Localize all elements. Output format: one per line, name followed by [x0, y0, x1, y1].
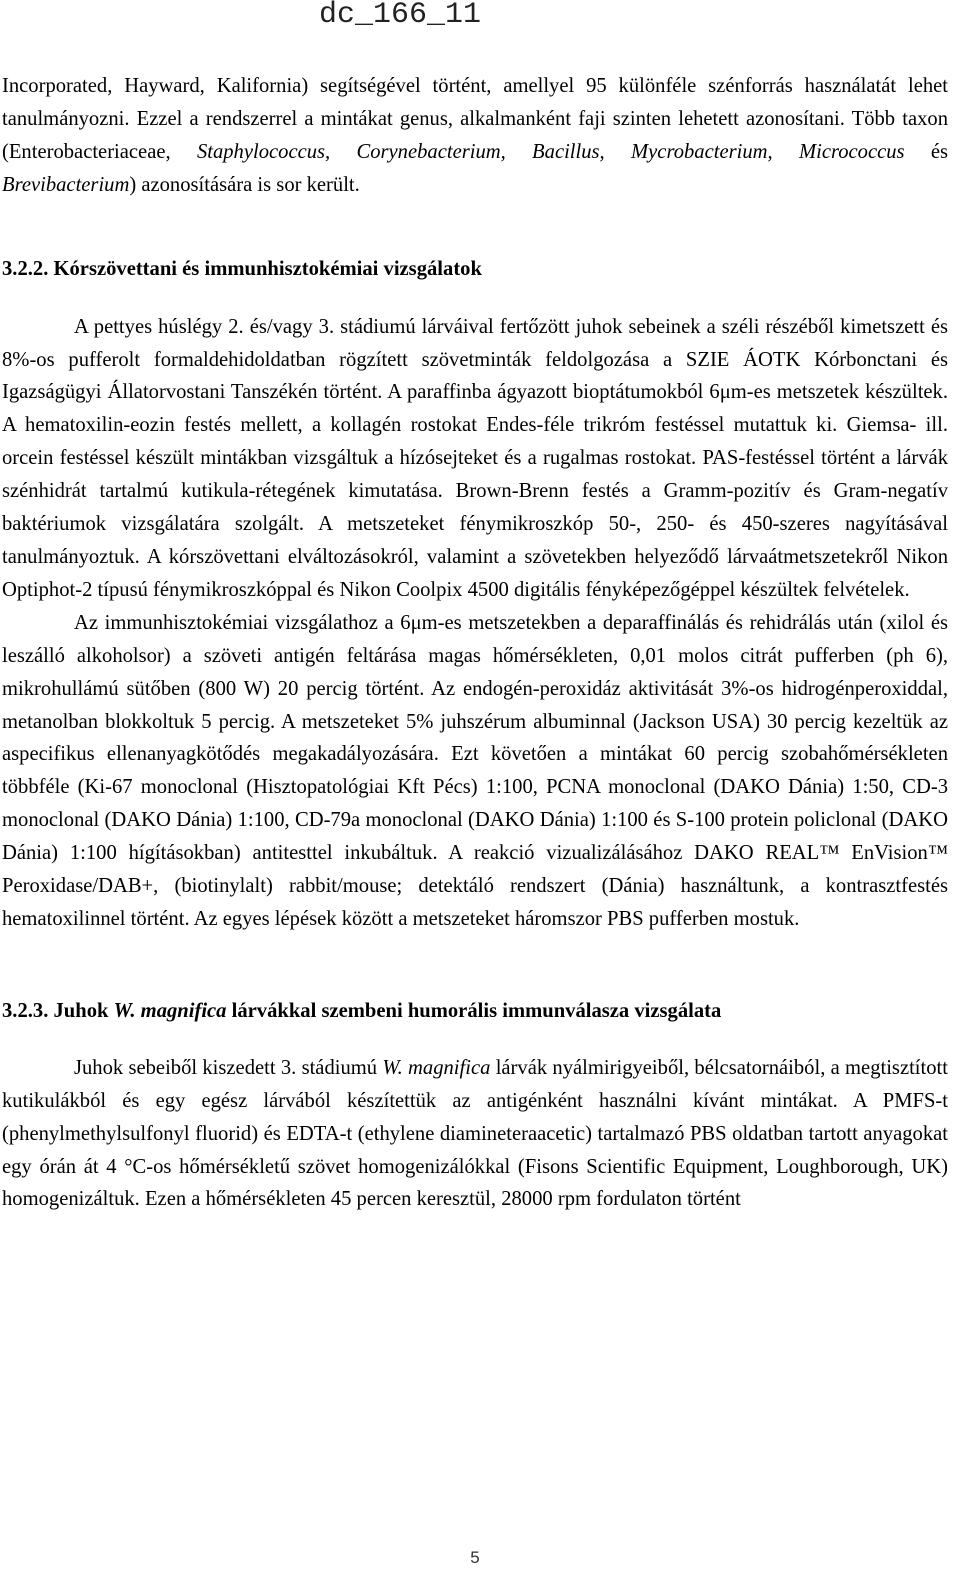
page-content	[2, 70, 948, 1216]
spacer	[2, 202, 948, 253]
section-322-paragraph-2: Az immunhisztokémiai vizsgálathoz a 6μm-es metszetekben a deparaffinálás és rehidrálás után (xilol és leszálló alkoholsor) a szöveti antigén feltárása magas hőmérsékleten, 0,01 molos citrát pufferben (ph 6), mikrohullámú sütőben (800 W) 20 percig történt. Az endogén-peroxidáz aktivitását 3%-os hidrogénperoxiddal, metanolban blokkoltuk 5 percig. A metszeteket 5% juhszérum albuminnal (Jackson USA) 30 percig kezeltük az aspecifikus ellenanyagkötődés megakadályozására. Ezt követően a mintákat 60 percig szobahőmérsékleten többféle (Ki-67 monoclonal (Hisztopatológiai Kft Pécs) 1:100, PCNA monoclonal (DAKO Dánia) 1:50, CD-3 monoclonal (DAKO Dánia) 1:100, CD-79a monoclonal (DAKO Dánia) 1:100 és S-100 protein policlonal (DAKO Dánia) 1:100 hígításokban) antitesttel inkubáltuk. A reakció vizualizálásához DAKO REAL™ EnVision™ Peroxidase/DAB+, (biotinylalt) rabbit/mouse; detektáló rendszert (Dánia) használtunk, a kontrasztfestés hematoxilinnel történt. Az egyes lépések között a metszeteket háromszor PBS pufferben mostuk.	[2, 611, 948, 930]
section-323-heading-b: lárvákkal szembeni humorális immunválasza vizsgálata	[226, 999, 722, 1022]
section-322-heading: 3.2.2. Kórszövettani és immunhisztokémiai vizsgálatok	[2, 257, 482, 280]
spacer	[2, 285, 948, 311]
section-323-heading	[2, 995, 948, 1027]
spacer	[2, 936, 948, 995]
section-323-text-a: Juhok sebeiből kiszedett 3. stádiumú	[74, 1056, 383, 1079]
section-323-species: W. magnifica	[382, 1056, 491, 1079]
document-id-header: dc_166_11	[318, 0, 482, 32]
intro-paragraph	[2, 70, 948, 202]
intro-text-c: ) azonosítására is sor került.	[129, 173, 360, 196]
intro-text-a: Incorporated, Hayward, Kalifornia) segítségével történt, amellyel 95 különféle szénforrás használatát lehet tanulmányozni. Ezzel a rendszerrel a mintákat genus, alkalmanként faji szinten lehetett azonosítani. Több taxon (Enterobacteriaceae,	[2, 75, 948, 163]
intro-text-b: és	[904, 140, 949, 163]
section-323-paragraph	[2, 1052, 948, 1217]
section-323-text-b: lárvák nyálmirigyeiből, bélcsatornáiból, a megtisztított kutikulákból és egy egész lárvából készítettük az antigénként használni kívánt mintákat. A PMFS-t (phenylmethylsulfonyl fluorid) és EDTA-t (ethylene diamineteraacetic) tartalmazó PBS oldatban tartott anyagokat egy órán át 4 °C-os hőmérsékletű szövet homogenizálókkal (Fisons Scientific Equipment, Loughborough, UK) homogenizáltuk. Ezen a hőmérsékleten 45 percen keresztül, 28000 rpm fordulaton történt	[2, 1056, 948, 1211]
intro-taxa-italic: Staphylococcus, Corynebacterium, Bacillus, Mycrobacterium, Micrococcus	[196, 140, 905, 163]
section-323-heading-a: 3.2.3. Juhok	[2, 999, 114, 1022]
spacer	[2, 1027, 948, 1052]
section-322-paragraph-1: A pettyes húslégy 2. és/vagy 3. stádiumú lárváival fertőzött juhok sebeinek a széli részéből kimetszett és 8%-os pufferolt formaldehidoldatban rögzített szövetminták feldolgozása a SZIE ÁOTK Kórbonctani és Igazságügyi Állatorvostani Tanszékén történt. A paraffinba ágyazott bioptátumokból 6μm-es metszetek készültek. A hematoxilin-eozin festés mellett, a kollagén rostokat Endes-féle trikróm festéssel mutattuk ki. Giemsa- ill. orcein festéssel készült mintákban vizsgáltuk a hízósejteket és a rugalmas rostokat. PAS-festéssel történt a lárvák szénhidrát tartalmú kutikula-rétegének kimutatása. Brown-Brenn festés a Gramm-pozitív és Gram-negatív baktériumok vizsgálatára szolgált. A metszeteket fénymikroszkóp 50-, 250- és 450-szeres nagyításával tanulmányoztuk. A kórszövettani elváltozásokról, valamint a szövetekben helyeződő lárvaátmetszetekről Nikon Optiphot-2 típusú fénymikroszkóppal és Nikon Coolpix 4500 digitális fényképezőgéppel készültek felvételek.	[2, 315, 948, 601]
page-number: 5	[470, 1548, 480, 1567]
intro-brevibacterium-italic: Brevibacterium	[2, 173, 130, 196]
section-323-heading-species: W. magnifica	[113, 999, 227, 1022]
